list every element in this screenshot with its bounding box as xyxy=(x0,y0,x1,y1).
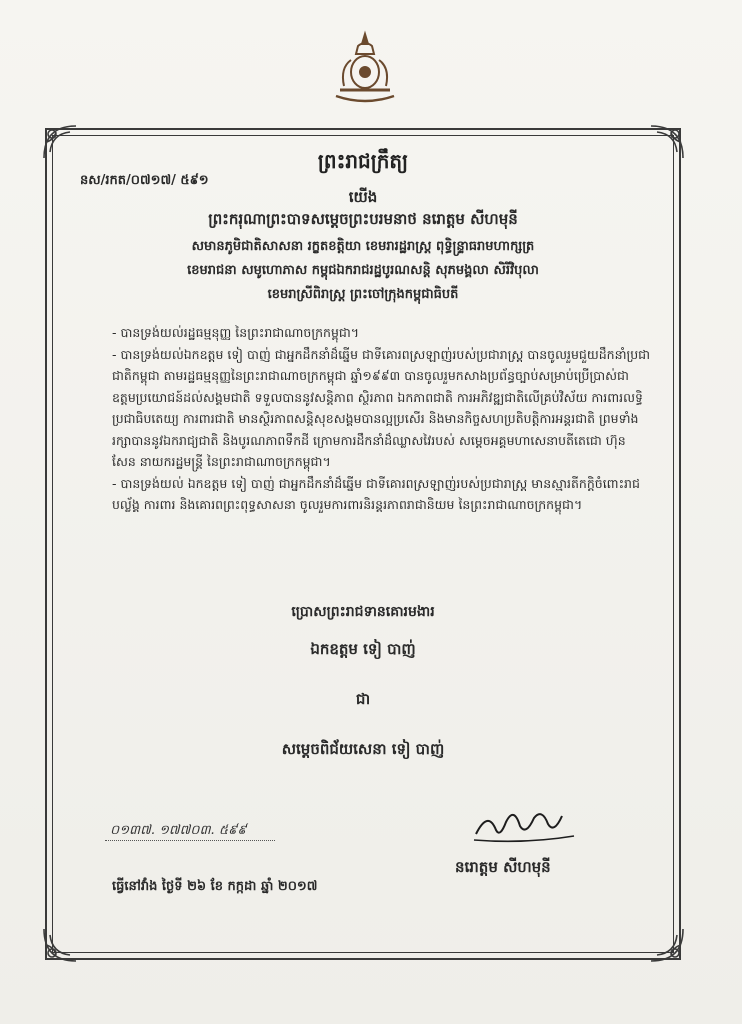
handwritten-registration-number: ០១៣៧. ១៧៧០៣. ៥៩៩ xyxy=(110,823,247,838)
king-name-line: ព្រះករុណាព្រះបាទសម្តេចព្រះបរមនាថ នរោត្តម សីហមុនី xyxy=(208,210,518,228)
decree-paragraph: - បានទ្រង់យល់ឯកឧត្តម ទៀ បាញ់ ជាអ្នកដឹកនាំដ៏ឆ្នើម ជាទីគោរពស្រឡាញ់របស់ប្រជារាស្ត្រ បានចូលរួមជួយដឹកនាំប្រជាជាតិកម្ពុជា តាមរដ្ឋធម្មនុញ្ញនៃព្រះរាជាណាចក្រកម្ពុជា ឆ្នាំ១៩៩៣ បានចូលរួមកសាងប្រព័ន្ធច្បាប់សម្រាប់ប្រើប្រាស់ជាឧត្តមប្រយោជន៍ដល់សង្គមជាតិ ទទួលបាននូវសន្តិភាព ស្ថិរភាព ឯកភាពជាតិ ការអភិវឌ្ឍជាតិលើគ្រប់វិស័យ ការពារលទ្ធិប្រជាធិបតេយ្យ ការពារជាតិ មានស្ថិរភាពសន្តិសុខសង្គមបានល្អប្រសើរ និងមានកិច្ចសហប្រតិបត្តិការអន្តរជាតិ ព្រមទាំងរក្សាបាននូវឯករាជ្យជាតិ និងបូរណភាពទឹកដី ក្រោមការដឹកនាំដ៏ឈ្លាសវៃរបស់ សម្តេចអគ្គមហាសេនាបតីតេជោ ហ៊ុន សែន នាយករដ្ឋមន្ត្រី នៃព្រះរាជាណាចក្រកម្ពុជា។ xyxy=(112,346,651,469)
ornament-corner-icon xyxy=(40,925,80,965)
royal-title-line: សមានភូមិជាតិសាសនា រក្ខតខត្តិយា ខេមរារដ្ឋរាស្ត្រ ពុទ្ធិន្ទ្រាធរាមហាក្សត្រ xyxy=(191,239,535,254)
handwritten-underline xyxy=(105,840,275,842)
decree-date: ធ្វើនៅវាំង ថ្ងៃទី ២៦ ខែ កក្កដា ឆ្នាំ ២០១៧ xyxy=(112,879,318,894)
ornament-corner-icon xyxy=(647,925,687,965)
royal-signature xyxy=(470,800,580,845)
royal-coat-of-arms-icon xyxy=(330,30,400,110)
yeung-heading: យើង xyxy=(348,188,378,206)
decree-paragraph: - បានទ្រង់យល់រដ្ឋធម្មនុញ្ញ នៃព្រះរាជាណាចក្រកម្ពុជា។ xyxy=(112,325,360,340)
decree-body xyxy=(112,322,652,516)
royal-title-line: ខេមរាជនា សមូហោភាស កម្ពុជឯករាជរដ្ឋបូរណសន្តិ សុភមង្គលា សិរីវិបុលា xyxy=(187,263,539,278)
document-title: ព្រះរាជក្រឹត្យ xyxy=(317,149,409,173)
royal-title-line: ខេមរាស្រីពិរាស្ត្រ ព្រះចៅក្រុងកម្ពុជាធិបតី xyxy=(267,287,459,302)
recipient-new-title: សម្តេចពិជ័យសេនា ទៀ បាញ់ xyxy=(281,740,445,758)
reference-number: នស/រកត/០៧១៧/ ៥៩១ xyxy=(80,173,209,188)
as-connector: ជា xyxy=(355,690,371,708)
order-line: ប្រោសព្រះរាជទានគោរមងារ xyxy=(291,604,435,620)
signatory-name: នរោត្តម សីហមុនី xyxy=(455,858,551,876)
recipient-current-title: ឯកឧត្តម ទៀ បាញ់ xyxy=(310,640,416,658)
decree-paragraph: - បានទ្រង់យល់ ឯកឧត្តម ទៀ បាញ់ ជាអ្នកដឹកនាំដ៏ឆ្នើម ជាទីគោរពស្រឡាញ់របស់ប្រជារាស្ត្រ មានស្មារតីកក្តិចំពោះរាជបល្ល័ង្គ ការពារ និងគោរពព្រះពុទ្ធសាសនា ចូលរួមការពារនិរន្តរភាពរាជានិយម នៃព្រះរាជាណាចក្រកម្ពុជា។ xyxy=(112,475,640,512)
